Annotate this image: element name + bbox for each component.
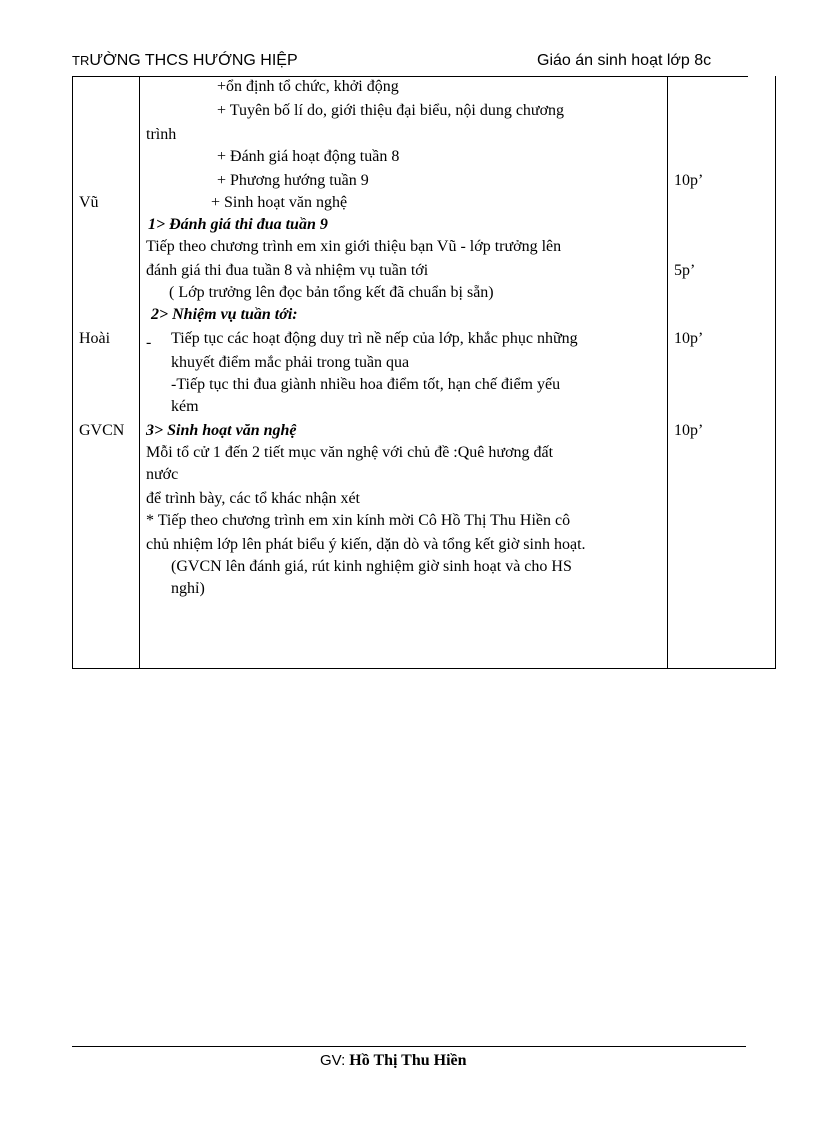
- bullet-dash: -: [146, 334, 152, 351]
- section-3-line: nước: [146, 466, 179, 483]
- section-3-line: nghỉ): [171, 580, 205, 597]
- page-header: [72, 50, 748, 77]
- role-gvcn: GVCN: [79, 422, 125, 439]
- footer-teacher-name: Hồ Thị Thu Hiền: [345, 1052, 467, 1069]
- section-1-line: Tiếp theo chương trình em xin giới thiệu bạn Vũ - lớp trưởng lên: [146, 238, 562, 255]
- section-2-line: khuyết điểm mắc phải trong tuần qua: [171, 354, 410, 371]
- intro-line: + Tuyên bố lí do, giới thiệu đại biểu, nội dung chương: [217, 102, 565, 119]
- plan-title: Giáo án sinh hoạt lớp 8c: [537, 52, 712, 69]
- column-divider: [667, 76, 668, 668]
- section-3-line: Mỗi tổ cử 1 đến 2 tiết mục văn nghệ với chủ đề :Quê hương đất: [146, 444, 554, 461]
- role-hoai: Hoài: [79, 330, 111, 347]
- intro-line: + Phương hướng tuần 9: [217, 172, 369, 189]
- section-1-title: 1> Đánh giá thi đua tuần 9: [148, 216, 328, 233]
- time-sec3: 10p’: [674, 422, 704, 439]
- time-sec1: 5p’: [674, 262, 696, 279]
- intro-line: + Sinh hoạt văn nghệ: [211, 194, 348, 211]
- activity-table: [72, 76, 776, 669]
- column-divider: [139, 76, 140, 668]
- footer-divider: [72, 1046, 746, 1047]
- section-1-line: đánh giá thi đua tuần 8 và nhiệm vụ tuần tới: [146, 262, 429, 279]
- section-3-line: * Tiếp theo chương trình em xin kính mời Cô Hồ Thị Thu Hiền cô: [146, 512, 571, 529]
- time-intro: 10p’: [674, 172, 704, 189]
- section-2-title: 2> Nhiệm vụ tuần tới:: [151, 306, 298, 323]
- page-footer: [320, 1052, 467, 1070]
- section-3-line: chủ nhiệm lớp lên phát biểu ý kiến, dặn dò và tổng kết giờ sinh hoạt.: [146, 536, 586, 553]
- intro-line: trình: [146, 126, 177, 143]
- time-sec2: 10p’: [674, 330, 704, 347]
- section-3-line: (GVCN lên đánh giá, rút kinh nghiệm giờ sinh hoạt và cho HS: [171, 558, 572, 575]
- section-1-line: ( Lớp trưởng lên đọc bản tổng kết đã chuẩn bị sẵn): [169, 284, 494, 301]
- school-name: TRƯỜNG THCS HƯỚNG HIỆP: [72, 52, 298, 69]
- section-3-line: để trình bày, các tổ khác nhận xét: [146, 490, 360, 507]
- section-3-title: 3> Sinh hoạt văn nghệ: [146, 422, 297, 439]
- section-2-line: kém: [171, 398, 199, 415]
- role-vu: Vũ: [79, 194, 99, 211]
- footer-gv-label: GV:: [320, 1052, 346, 1069]
- section-2-line: -Tiếp tục thi đua giành nhiều hoa điểm tốt, hạn chế điểm yếu: [171, 376, 561, 393]
- section-2-line: Tiếp tục các hoạt động duy trì nề nếp của lớp, khắc phục những: [171, 330, 578, 347]
- intro-line: + Đánh giá hoạt động tuần 8: [217, 148, 400, 165]
- intro-line: +ổn định tổ chức, khởi động: [217, 78, 399, 95]
